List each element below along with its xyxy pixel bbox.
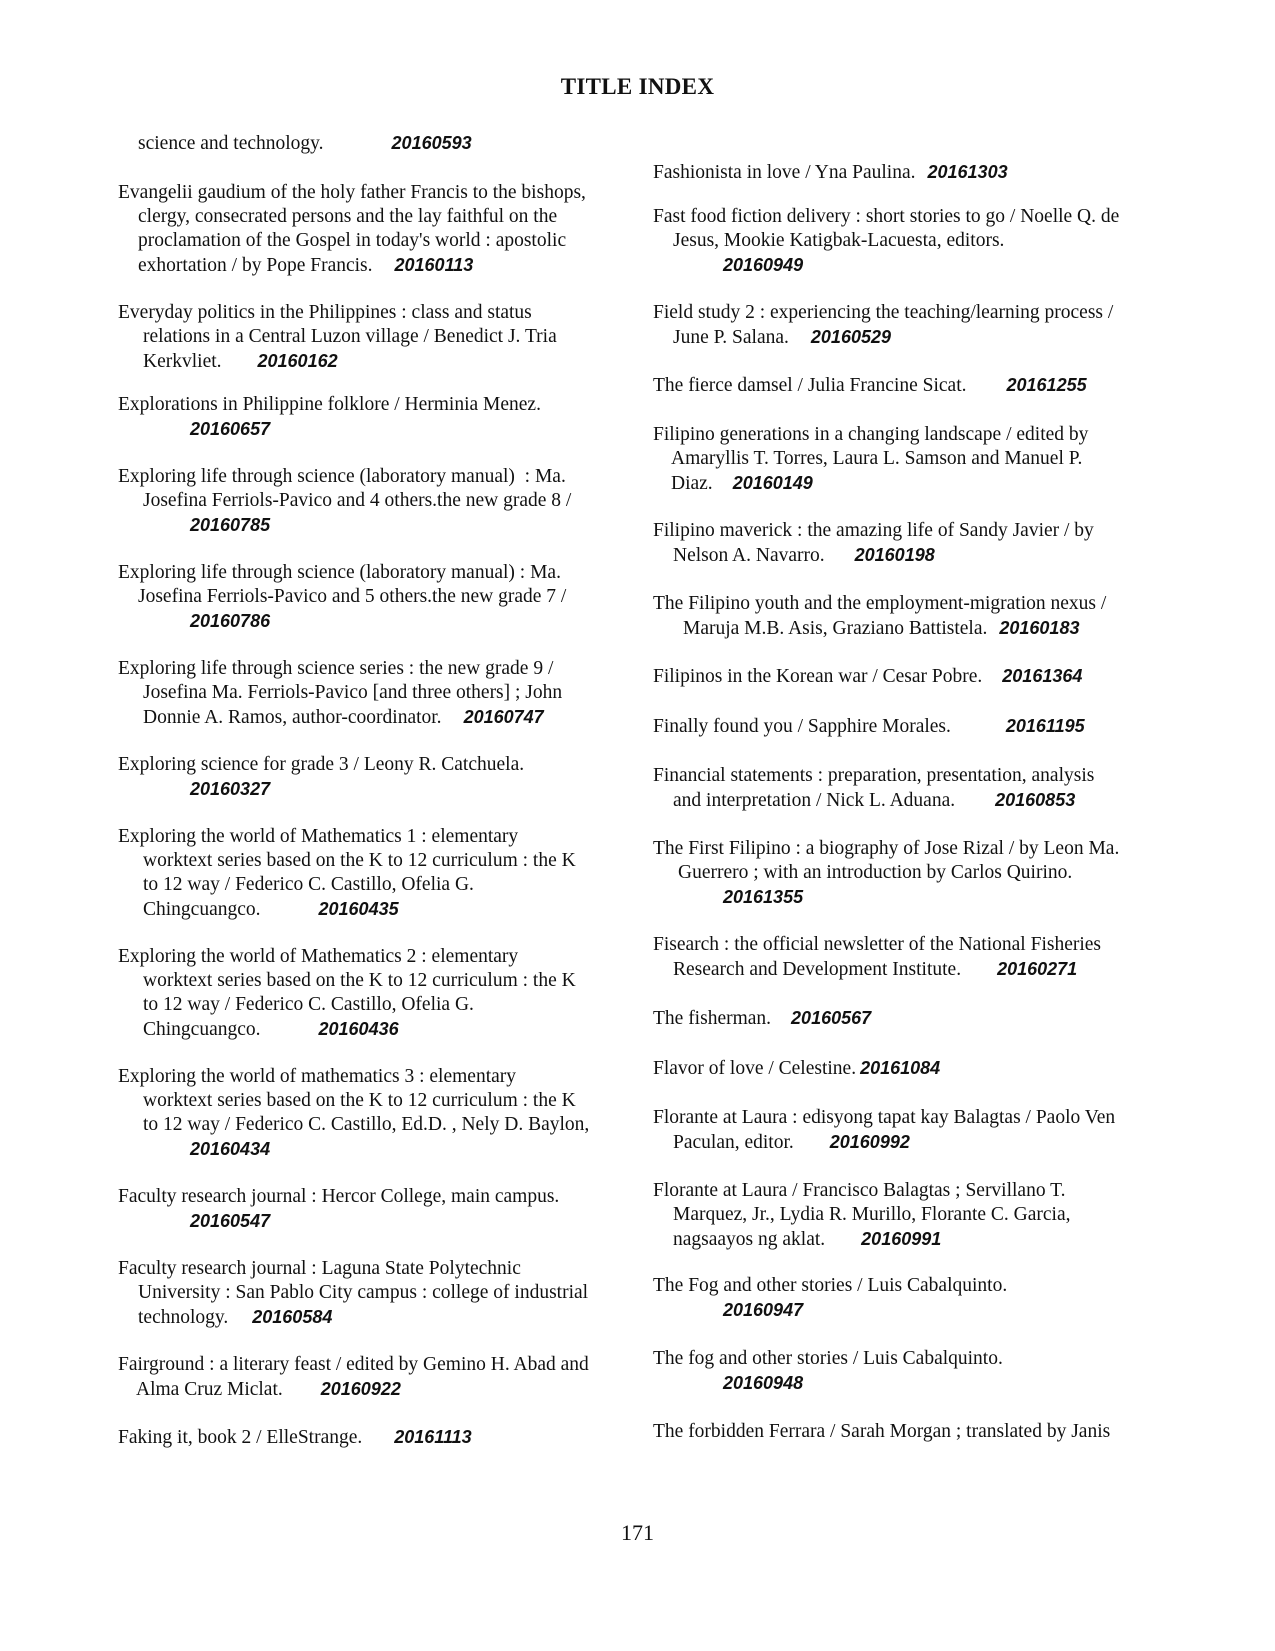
- entry-title-line: Florante at Laura / Francisco Balagtas ; Servillano T.: [653, 1180, 1066, 1201]
- entry-title-line: Filipinos in the Korean war / Cesar Pobre.: [653, 666, 983, 687]
- index-entry: [653, 933, 1168, 981]
- entry-title-line: Nelson A. Navarro.: [673, 545, 825, 566]
- entry-accession-number: 20160162: [257, 351, 338, 371]
- index-entry: [118, 181, 628, 277]
- entry-title-line: science and technology.: [138, 133, 324, 154]
- index-entry: [118, 1353, 628, 1401]
- entry-accession-number: 20160584: [252, 1307, 333, 1327]
- index-entry: [653, 1420, 1168, 1444]
- entry-accession-number: 20161364: [1002, 666, 1083, 686]
- entry-title-line: Finally found you / Sapphire Morales.: [653, 716, 951, 737]
- entry-title-line: Chingcuangco.: [143, 899, 261, 920]
- entry-title-line: clergy, consecrated persons and the lay faithful on the: [138, 206, 558, 227]
- entry-title-line: Evangelii gaudium of the holy father Francis to the bishops,: [118, 182, 586, 203]
- entry-title-line: to 12 way / Federico C. Castillo, Ofelia G.: [143, 874, 474, 895]
- entry-title-line: Josefina Ma. Ferriols-Pavico [and three others] ; John: [143, 682, 563, 703]
- index-entry: [653, 1274, 1168, 1322]
- index-entry: [118, 393, 628, 441]
- entry-accession-number: 20160327: [190, 779, 271, 799]
- entry-title-line: The fierce damsel / Julia Francine Sicat.: [653, 375, 967, 396]
- index-entry: [653, 764, 1168, 812]
- entry-title-line: Faculty research journal : Hercor College, main campus.: [118, 1186, 560, 1207]
- entry-accession-number: 20160657: [190, 419, 271, 439]
- entry-title-line: The First Filipino : a biography of Jose Rizal / by Leon Ma.: [653, 838, 1120, 859]
- index-entry: [653, 1056, 1168, 1080]
- entry-title-line: exhortation / by Pope Francis.: [138, 255, 373, 276]
- index-entry: [118, 1185, 628, 1233]
- entry-title-line: worktext series based on the K to 12 curriculum : the K: [143, 1090, 576, 1111]
- index-entry: [653, 519, 1168, 567]
- entry-title-line: The Fog and other stories / Luis Cabalquinto.: [653, 1275, 1008, 1296]
- entry-title-line: Marquez, Jr., Lydia R. Murillo, Florante C. Garcia,: [673, 1204, 1071, 1225]
- entry-title-line: Exploring the world of Mathematics 1 : elementary: [118, 826, 519, 847]
- entry-accession-number: 20160785: [190, 515, 271, 535]
- entry-title-line: June P. Salana.: [673, 327, 789, 348]
- entry-accession-number: 20160567: [791, 1008, 872, 1028]
- entry-title-line: Research and Development Institute.: [673, 959, 962, 980]
- entry-accession-number: 20160435: [318, 899, 399, 919]
- entry-title-line: worktext series based on the K to 12 curriculum : the K: [143, 850, 576, 871]
- entry-accession-number: 20160747: [463, 707, 544, 727]
- entry-title-line: Exploring life through science (laboratory manual) : Ma.: [118, 466, 566, 487]
- page-number: 171: [621, 1520, 654, 1545]
- entry-title-line: Filipino maverick : the amazing life of Sandy Javier / by: [653, 520, 1094, 541]
- index-entry: [118, 753, 628, 801]
- index-entry: [118, 561, 628, 633]
- index-entry: [118, 131, 628, 155]
- entry-title-line: Paculan, editor.: [673, 1132, 794, 1153]
- index-entry: [118, 301, 628, 373]
- entry-title-line: nagsaayos ng aklat.: [673, 1229, 826, 1250]
- entry-accession-number: 20160948: [723, 1373, 804, 1393]
- entry-title-line: Filipino generations in a changing landscape / edited by: [653, 424, 1089, 445]
- entry-title-line: Diaz.: [671, 473, 713, 494]
- entry-title-line: Faking it, book 2 / ElleStrange.: [118, 1427, 363, 1448]
- index-entry: [118, 657, 628, 729]
- entry-title-line: Donnie A. Ramos, author-coordinator.: [143, 707, 442, 728]
- index-entry: [118, 1257, 628, 1329]
- index-entry: [653, 1006, 1168, 1030]
- index-entry: [653, 837, 1168, 909]
- index-entry: [118, 1425, 628, 1449]
- index-entry: [653, 373, 1168, 397]
- entry-accession-number: 20160183: [999, 618, 1080, 638]
- entry-title-line: Josefina Ferriols-Pavico and 5 others.the new grade 7 /: [138, 586, 567, 607]
- entry-title-line: Fisearch : the official newsletter of the National Fisheries: [653, 934, 1102, 955]
- entry-accession-number: 20161084: [860, 1058, 941, 1078]
- entry-title-line: Field study 2 : experiencing the teaching/learning process /: [653, 302, 1114, 323]
- entry-title-line: Exploring science for grade 3 / Leony R. Catchuela.: [118, 754, 525, 775]
- entry-title-line: Kerkvliet.: [143, 351, 222, 372]
- entry-accession-number: 20160529: [810, 327, 891, 347]
- index-entry: [653, 1347, 1168, 1395]
- entry-title-line: Guerrero ; with an introduction by Carlos Quirino.: [678, 862, 1073, 883]
- index-entry: [118, 945, 628, 1041]
- entry-title-line: technology.: [138, 1307, 229, 1328]
- entry-accession-number: 20160271: [997, 959, 1078, 979]
- entry-title-line: Josefina Ferriols-Pavico and 4 others.the new grade 8 /: [143, 490, 572, 511]
- entry-title-line: Fairground : a literary feast / edited by Gemino H. Abad and: [118, 1354, 589, 1375]
- index-entry: [653, 423, 1168, 495]
- entry-title-line: worktext series based on the K to 12 curriculum : the K: [143, 970, 576, 991]
- entry-title-line: Exploring the world of Mathematics 2 : elementary: [118, 946, 519, 967]
- entry-title-line: Flavor of love / Celestine.: [653, 1058, 857, 1079]
- entry-title-line: to 12 way / Federico C. Castillo, Ofelia G.: [143, 994, 474, 1015]
- entry-title-line: Exploring the world of mathematics 3 : elementary: [118, 1066, 517, 1087]
- entry-title-line: University : San Pablo City campus : college of industrial: [138, 1282, 589, 1303]
- index-entry: [653, 301, 1168, 349]
- index-entry: [118, 1065, 628, 1161]
- entry-accession-number: 20160434: [190, 1139, 271, 1159]
- entry-accession-number: 20160113: [394, 255, 474, 275]
- index-entry: [653, 592, 1168, 640]
- entry-accession-number: 20160991: [861, 1229, 942, 1249]
- entry-accession-number: 20161255: [1006, 375, 1087, 395]
- index-entry: [653, 205, 1168, 277]
- entry-title-line: Explorations in Philippine folklore / Herminia Menez.: [118, 394, 541, 415]
- index-entry: [118, 465, 628, 537]
- entry-accession-number: 20161355: [723, 887, 804, 907]
- entry-title-line: Exploring life through science series : the new grade 9 /: [118, 658, 554, 679]
- entry-accession-number: 20161303: [927, 162, 1008, 182]
- entry-title-line: Jesus, Mookie Katigbak-Lacuesta, editors.: [673, 230, 1005, 251]
- entry-accession-number: 20160149: [732, 473, 813, 493]
- index-entry: [653, 664, 1168, 688]
- index-entry: [653, 1179, 1168, 1251]
- entry-title-line: to 12 way / Federico C. Castillo, Ed.D. , Nely D. Baylon,: [143, 1114, 590, 1135]
- entry-accession-number: 20161195: [1005, 716, 1085, 736]
- entry-title-line: Exploring life through science (laboratory manual) : Ma.: [118, 562, 561, 583]
- entry-accession-number: 20160436: [318, 1019, 399, 1039]
- entry-accession-number: 20160947: [723, 1300, 804, 1320]
- index-entry: [653, 714, 1168, 738]
- entry-accession-number: 20160593: [391, 133, 472, 153]
- entry-title-line: Fast food fiction delivery : short stories to go / Noelle Q. de: [653, 206, 1120, 227]
- entry-title-line: Florante at Laura : edisyong tapat kay Balagtas / Paolo Ven: [653, 1107, 1116, 1128]
- entry-title-line: The fisherman.: [653, 1008, 772, 1029]
- entry-title-line: Chingcuangco.: [143, 1019, 261, 1040]
- entry-title-line: proclamation of the Gospel in today's world : apostolic: [138, 230, 567, 251]
- entry-accession-number: 20160786: [190, 611, 271, 631]
- entry-title-line: Faculty research journal : Laguna State Polytechnic: [118, 1258, 521, 1279]
- index-entry: [653, 1106, 1168, 1154]
- entry-title-line: Maruja M.B. Asis, Graziano Battistela.: [683, 618, 988, 639]
- entry-title-line: Financial statements : preparation, presentation, analysis: [653, 765, 1095, 786]
- entry-title-line: Amaryllis T. Torres, Laura L. Samson and Manuel P.: [671, 448, 1083, 469]
- index-entry: [118, 825, 628, 921]
- entry-accession-number: 20160922: [320, 1379, 401, 1399]
- entry-title-line: Fashionista in love / Yna Paulina.: [653, 162, 916, 183]
- entry-title-line: and interpretation / Nick L. Aduana.: [673, 790, 956, 811]
- entry-title-line: The fog and other stories / Luis Cabalquinto.: [653, 1348, 1003, 1369]
- entry-title-line: The Filipino youth and the employment-migration nexus /: [653, 593, 1107, 614]
- entry-accession-number: 20160547: [190, 1211, 271, 1231]
- entry-title-line: Everyday politics in the Philippines : class and status: [118, 302, 532, 323]
- entry-accession-number: 20160949: [723, 255, 804, 275]
- entry-title-line: The forbidden Ferrara / Sarah Morgan ; translated by Janis: [653, 1421, 1111, 1442]
- entry-accession-number: 20160992: [829, 1132, 910, 1152]
- index-entry: [653, 160, 1168, 184]
- page-title: TITLE INDEX: [560, 74, 715, 99]
- entry-accession-number: 20160853: [995, 790, 1076, 810]
- entry-title-line: Alma Cruz Miclat.: [136, 1379, 283, 1400]
- entry-accession-number: 20161113: [394, 1427, 472, 1447]
- entry-title-line: relations in a Central Luzon village / Benedict J. Tria: [143, 326, 557, 347]
- entry-accession-number: 20160198: [854, 545, 935, 565]
